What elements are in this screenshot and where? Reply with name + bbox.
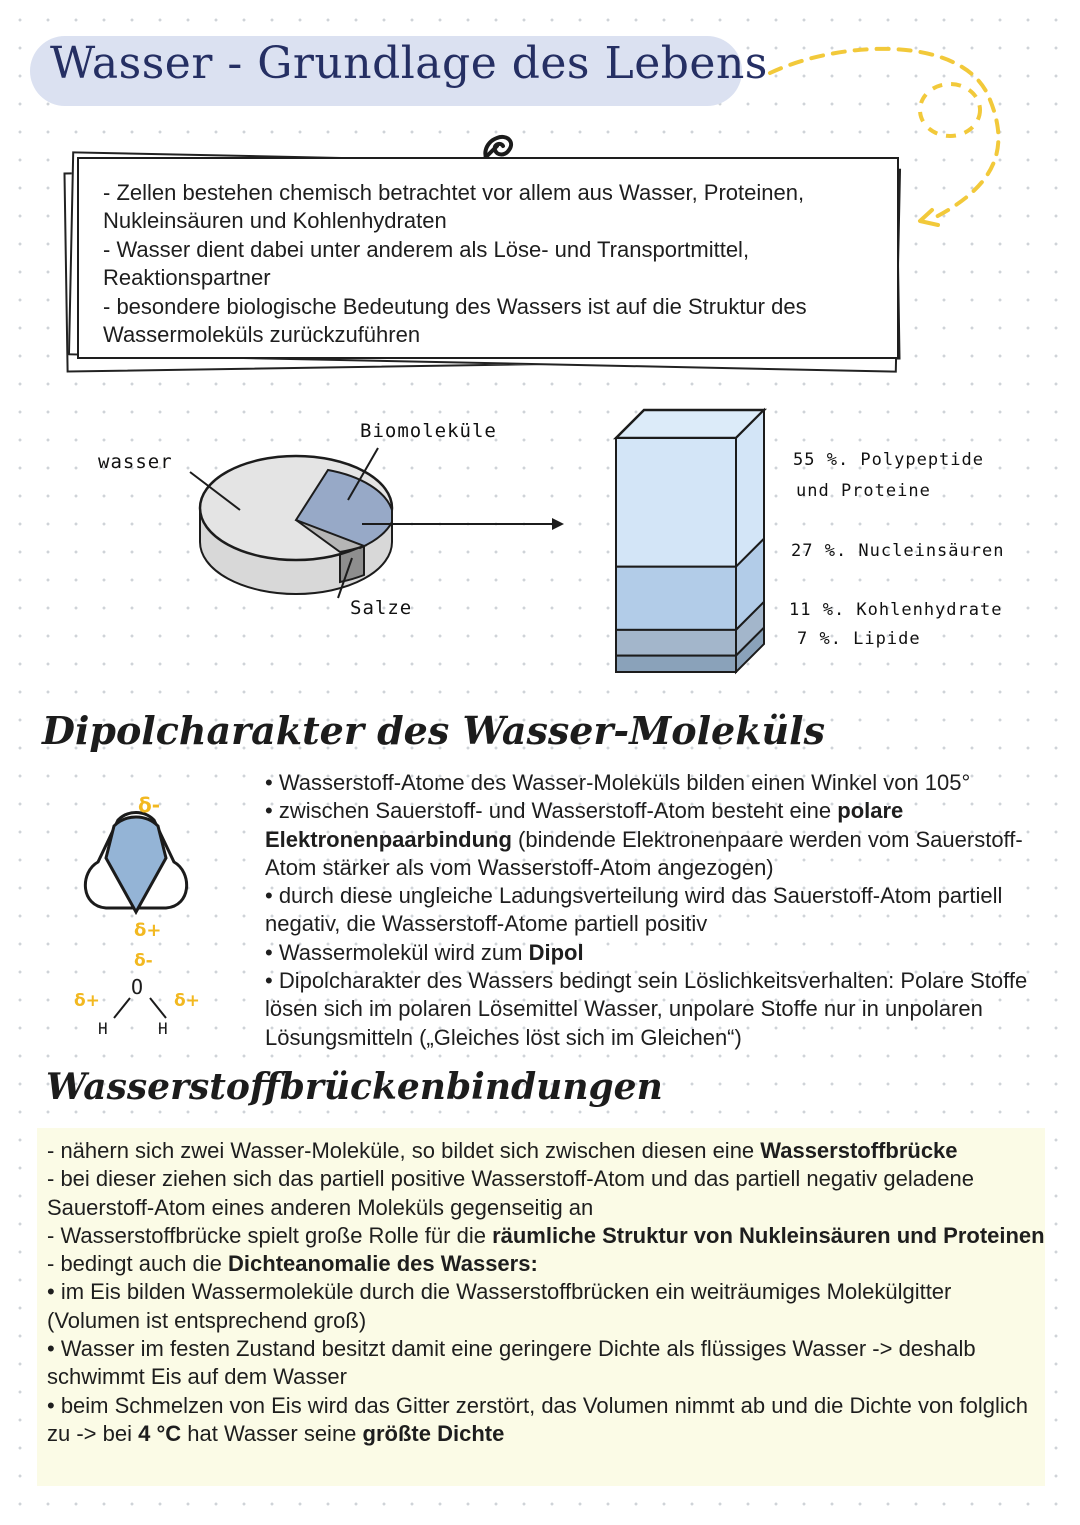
bold-text: Dichteanomalie des Wassers:	[228, 1251, 538, 1277]
text-run: • zwischen Sauerstoff- und Wasserstoff-Atom besteht eine	[265, 798, 838, 824]
delta-plus-label: δ+	[134, 920, 162, 941]
bar-label-nucleic-acids: 27 %. Nucleinsäuren	[791, 541, 1005, 561]
text-run: • Dipolcharakter des Wassers bedingt sein Löslichkeitsverhalten: Polare Stoffe lösen sich im polaren Lösemittel Wasser, unpolare Stoffe nur in unpolaren Lösungsmitteln („Gleiches löst sich im Gleichen“)	[265, 968, 1028, 1050]
hbond-paragraph	[47, 1137, 1047, 1165]
hbond-heading: Wasserstoffbrückenbindungen	[46, 1066, 663, 1108]
bond-line	[150, 998, 166, 1018]
hydrogen-symbol: H	[98, 1019, 108, 1038]
text-run: • Wasser im festen Zustand besitzt damit eine geringere Dichte als flüssiges Wasser -> deshalb schwimmt Eis auf dem Wasser	[47, 1336, 976, 1390]
bar-label-proteins: 55 %. Polypeptide	[793, 450, 984, 470]
bold-text: 4 °C	[138, 1420, 182, 1446]
intro-line: - Wasser dient dabei unter anderem als Löse- und Transportmittel,	[103, 236, 750, 262]
text-run: • Wassermolekül wird zum	[265, 939, 529, 965]
hbond-paragraph	[47, 1250, 1047, 1278]
bold-text: größte Dichte	[362, 1420, 505, 1446]
dipole-heading: Dipolcharakter des Wasser-Moleküls	[42, 708, 826, 753]
bold-text: Wasserstoffbrücke	[760, 1138, 958, 1163]
text-run: - bei dieser ziehen sich das partiell positive Wasserstoff-Atom und das partiell negativ geladene Sauerstoff-Atom eines anderen Moleküls gegenseitig an	[47, 1166, 974, 1220]
bar-label-carbohydrates: 11 %. Kohlenhydrate	[789, 600, 1003, 620]
bar-label-proteins-line2: und Proteine	[796, 481, 931, 501]
intro-line: Reaktionspartner	[103, 265, 271, 291]
text-run: hat Wasser seine	[181, 1420, 363, 1446]
bar-segment	[616, 438, 736, 567]
text-run: - Wasserstoffbrücke spielt große Rolle für die	[47, 1222, 493, 1248]
intro-line: - Zellen bestehen chemisch betrachtet vor allem aus Wasser, Proteinen,	[103, 180, 805, 205]
hbond-paragraph	[47, 1222, 1047, 1250]
text-run: - bedingt auch die	[47, 1251, 229, 1277]
dipole-paragraph	[265, 769, 1055, 797]
text-run: • beim Schmelzen von Eis wird das Gitter zerstört, das Volumen nimmt ab und die Dichte von folglich zu -> bei	[47, 1392, 1029, 1446]
dipole-paragraph	[265, 967, 1055, 1052]
dipole-text	[265, 769, 1055, 1052]
intro-line: Wassermoleküls zurückzuführen	[103, 322, 421, 348]
delta-plus-label: δ+	[174, 991, 200, 1011]
text-run: • im Eis bilden Wassermoleküle durch die Wasserstoffbrücken ein weiträumiges Molekülgitter (Volumen ist entsprechend groß)	[47, 1279, 952, 1333]
text-run: • durch diese ungleiche Ladungsverteilung wird das Sauerstoff-Atom partiell negativ, die Wasserstoff-Atome partiell positiv	[265, 883, 1003, 937]
bold-text: polare Elektronenpaarbindung	[265, 798, 904, 852]
pie-label-water: wasser	[98, 451, 173, 473]
text-run: - nähern sich zwei Wasser-Moleküle, so bildet sich zwischen diesen eine	[47, 1138, 761, 1163]
hbond-paragraph	[47, 1278, 1047, 1335]
dipole-paragraph	[265, 939, 1055, 967]
page-title: Wasser - Grundlage des Lebens	[50, 38, 768, 89]
water-molecule-drawing	[70, 780, 220, 1040]
bold-text: Dipol	[528, 939, 584, 965]
bold-text: räumliche Struktur von Nukleinsäuren und Proteinen	[492, 1222, 1045, 1248]
hbond-paragraph	[47, 1335, 1047, 1392]
intro-line: - besondere biologische Bedeutung des Wassers ist auf die Struktur des	[103, 293, 807, 319]
delta-minus-label: δ-	[134, 951, 153, 971]
dipole-paragraph	[265, 882, 1055, 939]
delta-minus-label: δ-	[138, 793, 161, 817]
intro-line: Nukleinsäuren und Kohlenhydraten	[103, 208, 447, 234]
composition-pie-chart	[90, 410, 580, 630]
text-run: (bindende Elektronenpaare werden vom Sauerstoff-Atom stärker als vom Wasserstoff-Atom angezogen)	[265, 826, 1023, 880]
hbond-text	[47, 1137, 1047, 1448]
dipole-paragraph	[265, 797, 1055, 882]
bar-label-lipids: 7 %. Lipide	[797, 629, 921, 649]
pie-label-biomolecules: Biomoleküle	[360, 420, 497, 442]
delta-plus-label: δ+	[74, 991, 100, 1011]
pie-label-salts: Salze	[350, 597, 413, 619]
bar-segment	[616, 567, 736, 630]
bar-segment	[616, 630, 736, 656]
oxygen-symbol: O	[131, 975, 144, 999]
intro-box	[77, 157, 899, 359]
title-banner	[30, 30, 768, 112]
hbond-paragraph	[47, 1392, 1047, 1449]
bar-segment	[616, 656, 736, 672]
hbond-paragraph	[47, 1165, 1047, 1222]
biomolecule-stacked-bar	[606, 400, 776, 685]
text-run: • Wasserstoff-Atome des Wasser-Moleküls bilden einen Winkel von 105°	[265, 770, 971, 795]
arrow-head-icon	[552, 518, 564, 530]
hydrogen-symbol: H	[158, 1019, 168, 1038]
bond-line	[114, 998, 130, 1018]
